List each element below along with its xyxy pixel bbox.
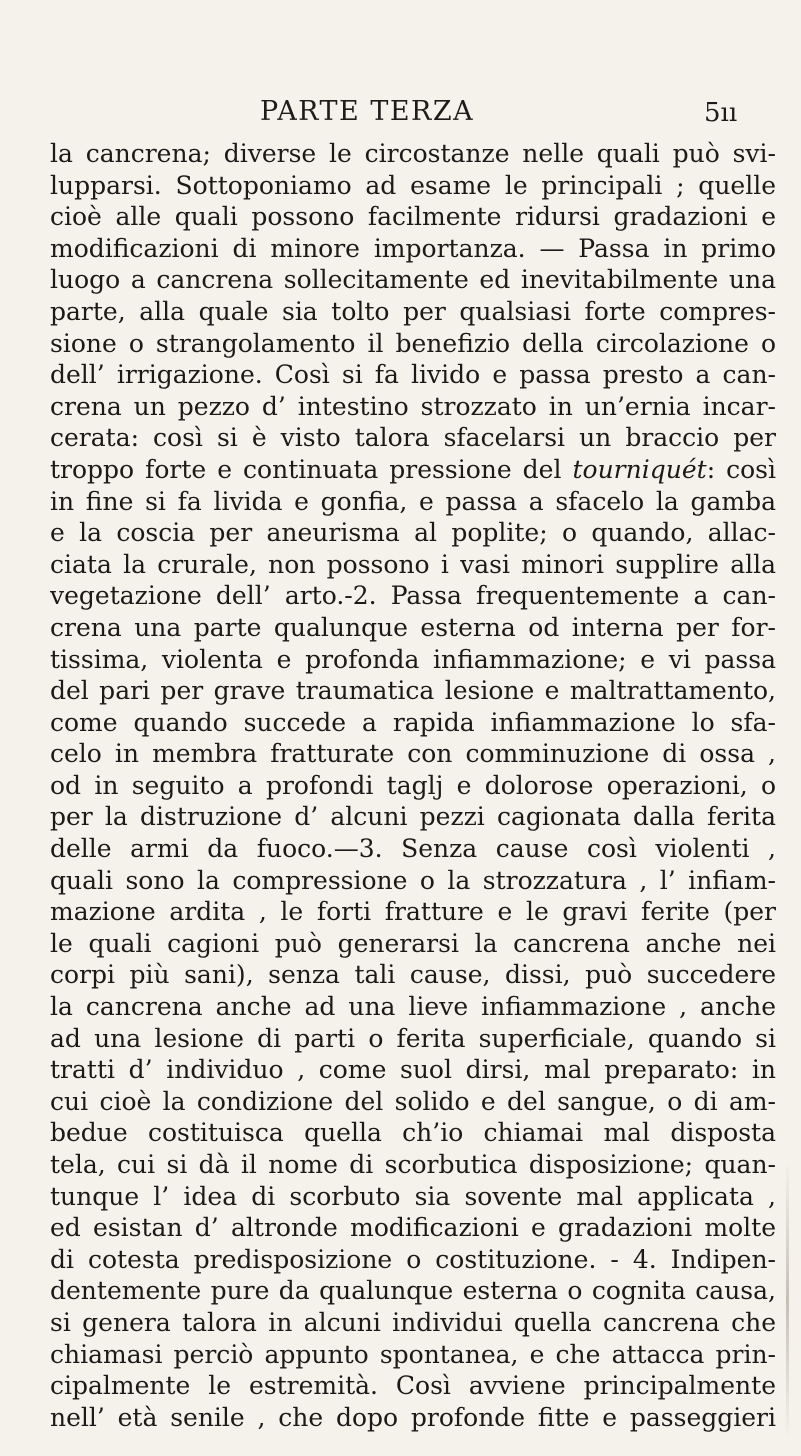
text-segment: troppo forte e continuata pressione del — [50, 454, 573, 484]
running-header — [0, 96, 801, 136]
text-line: tissima, violenta e profonda infiammazione; e vi passa — [50, 644, 776, 674]
text-line: tunque l’ idea di scorbuto sia sovente mal applicata , — [50, 1181, 776, 1211]
text-line: delle armi da fuoco.—3. Senza cause così violenti , — [50, 834, 776, 864]
text-line: lupparsi. Sottoponiamo ad esame le principali ; quelle — [50, 170, 776, 200]
text-line: crena una parte qualunque esterna od interna per for- — [50, 612, 776, 642]
text-line: cipalmente le estremità. Così avviene principalmente — [50, 1371, 776, 1401]
text-line: di cotesta predisposizione o costituzione. - 4. Indipen- — [50, 1244, 776, 1274]
text-line: mazione ardita , le forti fratture e le gravi ferite (per — [50, 897, 776, 927]
text-line: ed esistan d’ altronde modificazioni e gradazioni molte — [50, 1213, 776, 1243]
text-line: bedue costituisca quella ch’io chiamai mal disposta — [50, 1118, 776, 1148]
text-line: quali sono la compressione o la strozzatura , l’ infiam- — [50, 865, 776, 895]
text-line: tratti d’ individuo , come suol dirsi, mal preparato: in — [50, 1055, 776, 1085]
page-edge-shadow — [786, 1160, 789, 1440]
text-line: sione o strangolamento il benefizio della circolazione o — [50, 328, 776, 358]
text-line: ad una lesione di parti o ferita superficiale, quando si — [50, 1023, 776, 1053]
text-line: parte, alla quale sia tolto per qualsiasi forte compres- — [50, 296, 776, 326]
text-line: la cancrena anche ad una lieve infiammazione , anche — [50, 992, 776, 1022]
text-line: cioè alle quali possono facilmente ridursi gradazioni e — [50, 202, 776, 232]
text-line: vegetazione dell’ arto.-2. Passa frequentemente a can- — [50, 581, 776, 611]
text-line: si genera talora in alcuni individui quella cancrena che — [50, 1307, 776, 1337]
page-number: 5ıı — [704, 98, 738, 128]
text-line-mixed — [50, 454, 776, 486]
text-line: nell’ età senile , che dopo profonde fitte e passeggieri — [50, 1402, 776, 1432]
text-line: crena un pezzo d’ intestino strozzato in un’ernia incar- — [50, 391, 776, 421]
text-line: cui cioè la condizione del solido e del sangue, o di am- — [50, 1086, 776, 1116]
text-line: tela, cui si dà il nome di scorbutica disposizione; quan- — [50, 1150, 776, 1179]
text-line: del pari per grave traumatica lesione e maltrattamento, — [50, 676, 776, 706]
text-line: modificazioni di minore importanza. — Passa in primo — [50, 233, 776, 263]
text-line: e la coscia per aneurisma al poplite; o quando, allac- — [50, 518, 776, 548]
italic-term: tourniquét — [572, 454, 707, 484]
text-line: luogo a cancrena sollecitamente ed inevitabilmente una — [50, 265, 776, 295]
text-line: la cancrena; diverse le circostanze nelle quali può svi- — [50, 139, 776, 168]
text-line: dentemente pure da qualunque esterna o cognita causa, — [50, 1276, 776, 1306]
text-line: dell’ irrigazione. Così si fa livido e passa presto a can- — [50, 360, 776, 390]
text-line: cerata: così si è visto talora sfacelarsi un braccio per — [50, 423, 776, 453]
text-line: ciata la crurale, non possono i vasi minori supplire alla — [50, 549, 776, 579]
text-line: per la distruzione d’ alcuni pezzi cagionata dalla ferita — [50, 802, 776, 832]
text-line: in fine si fa livida e gonfia, e passa a sfacelo la gamba — [50, 486, 776, 516]
text-line: le quali cagioni può generarsi la cancrena anche nei — [50, 928, 776, 958]
text-line: chiamasi perciò appunto spontanea, e che attacca prin- — [50, 1339, 776, 1369]
text-segment: : così — [706, 454, 776, 484]
text-line: celo in membra fratturate con comminuzione di ossa , — [50, 739, 776, 769]
running-title: PARTE TERZA — [260, 96, 475, 127]
body-text — [50, 138, 776, 1433]
text-line: come quando succede a rapida infiammazione lo sfa- — [50, 707, 776, 737]
text-line: corpi più sani), senza tali cause, dissi, può succedere — [50, 960, 776, 990]
text-line: od in seguito a profondi taglj e dolorose operazioni, o — [50, 770, 776, 800]
